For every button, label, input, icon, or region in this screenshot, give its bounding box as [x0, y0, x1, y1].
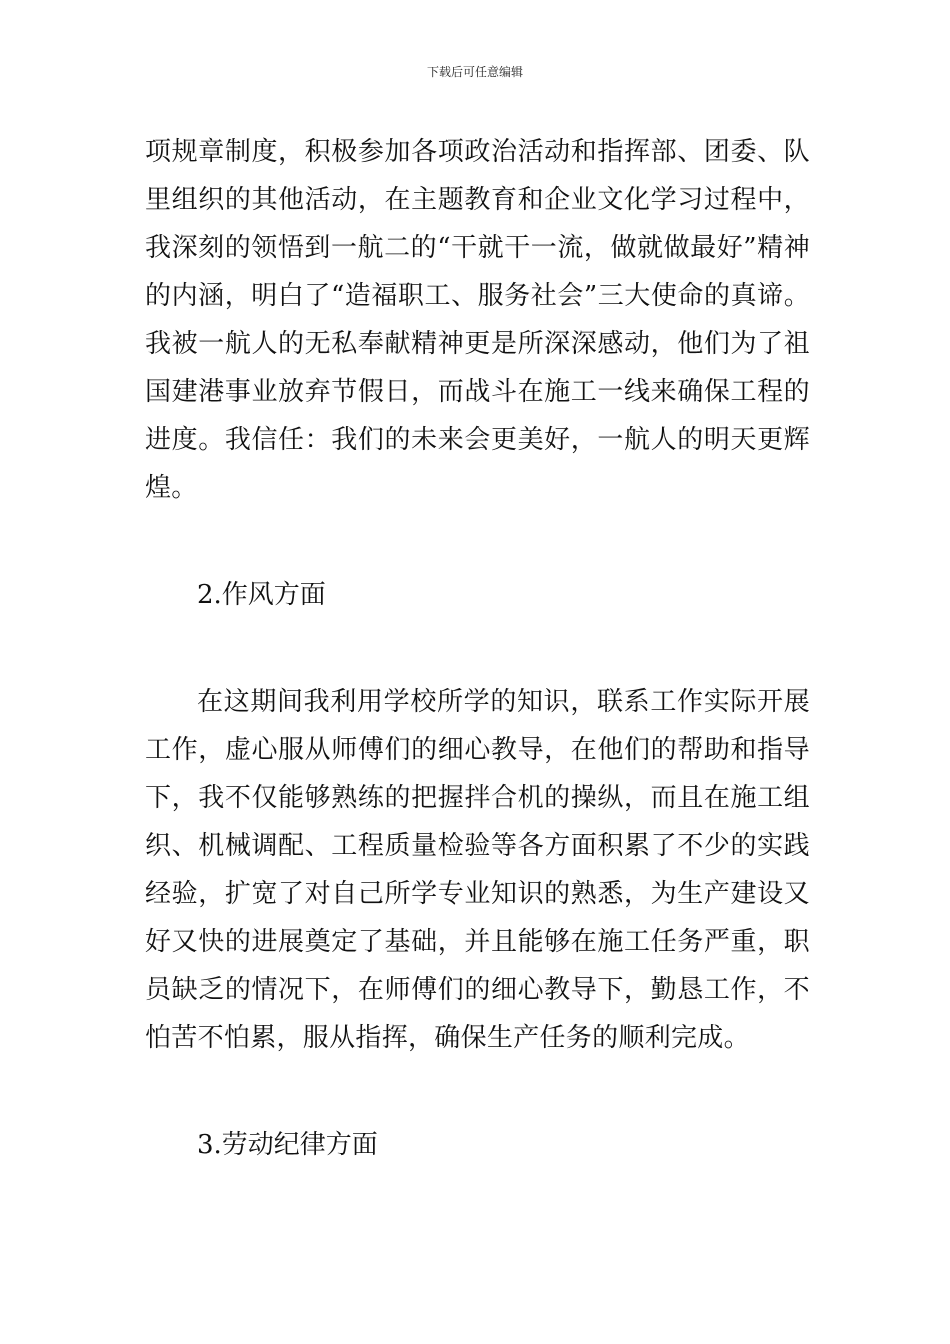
work-style-paragraph: 在这期间我利用学校所学的知识，联系工作实际开展工作，虚心服从师傅们的细心教导，在他们的帮助和指导下，我不仅能够熟练的把握拌合机的操纵，而且在施工组织、机械调配、工程质量检验等各方面积累了不少的实践经验，扩宽了对自己所学专业知识的熟悉，为生产建设又好又快的进展奠定了基础，并且能够在施工任务严重，职员缺乏的情况下，在师傅们的细心教导下，勤恳工作，不怕苦不怕累，服从指挥，确保生产任务的顺利完成。: [145, 687, 810, 1053]
document-body: [145, 128, 810, 1169]
page-header: 下载后可任意编辑: [426, 65, 523, 79]
section-heading-labor-discipline: 3.劳动纪律方面: [197, 1130, 378, 1160]
section-heading-work-style: 2.作风方面: [197, 580, 326, 610]
intro-paragraph: 项规章制度，积极参加各项政治活动和指挥部、团委、队里组织的其他活动，在主题教育和企业文化学习过程中，我深刻的领悟到一航二的“干就干一流，做就做最好”精神的内涵，明白了“造福职工、服务社会”三大使命的真谛。我被一航人的无私奉献精神更是所深深感动，他们为了祖国建港事业放弃节假日，而战斗在施工一线来确保工程的进度。我信任：我们的未来会更美好，一航人的明天更辉煌。: [145, 137, 810, 503]
